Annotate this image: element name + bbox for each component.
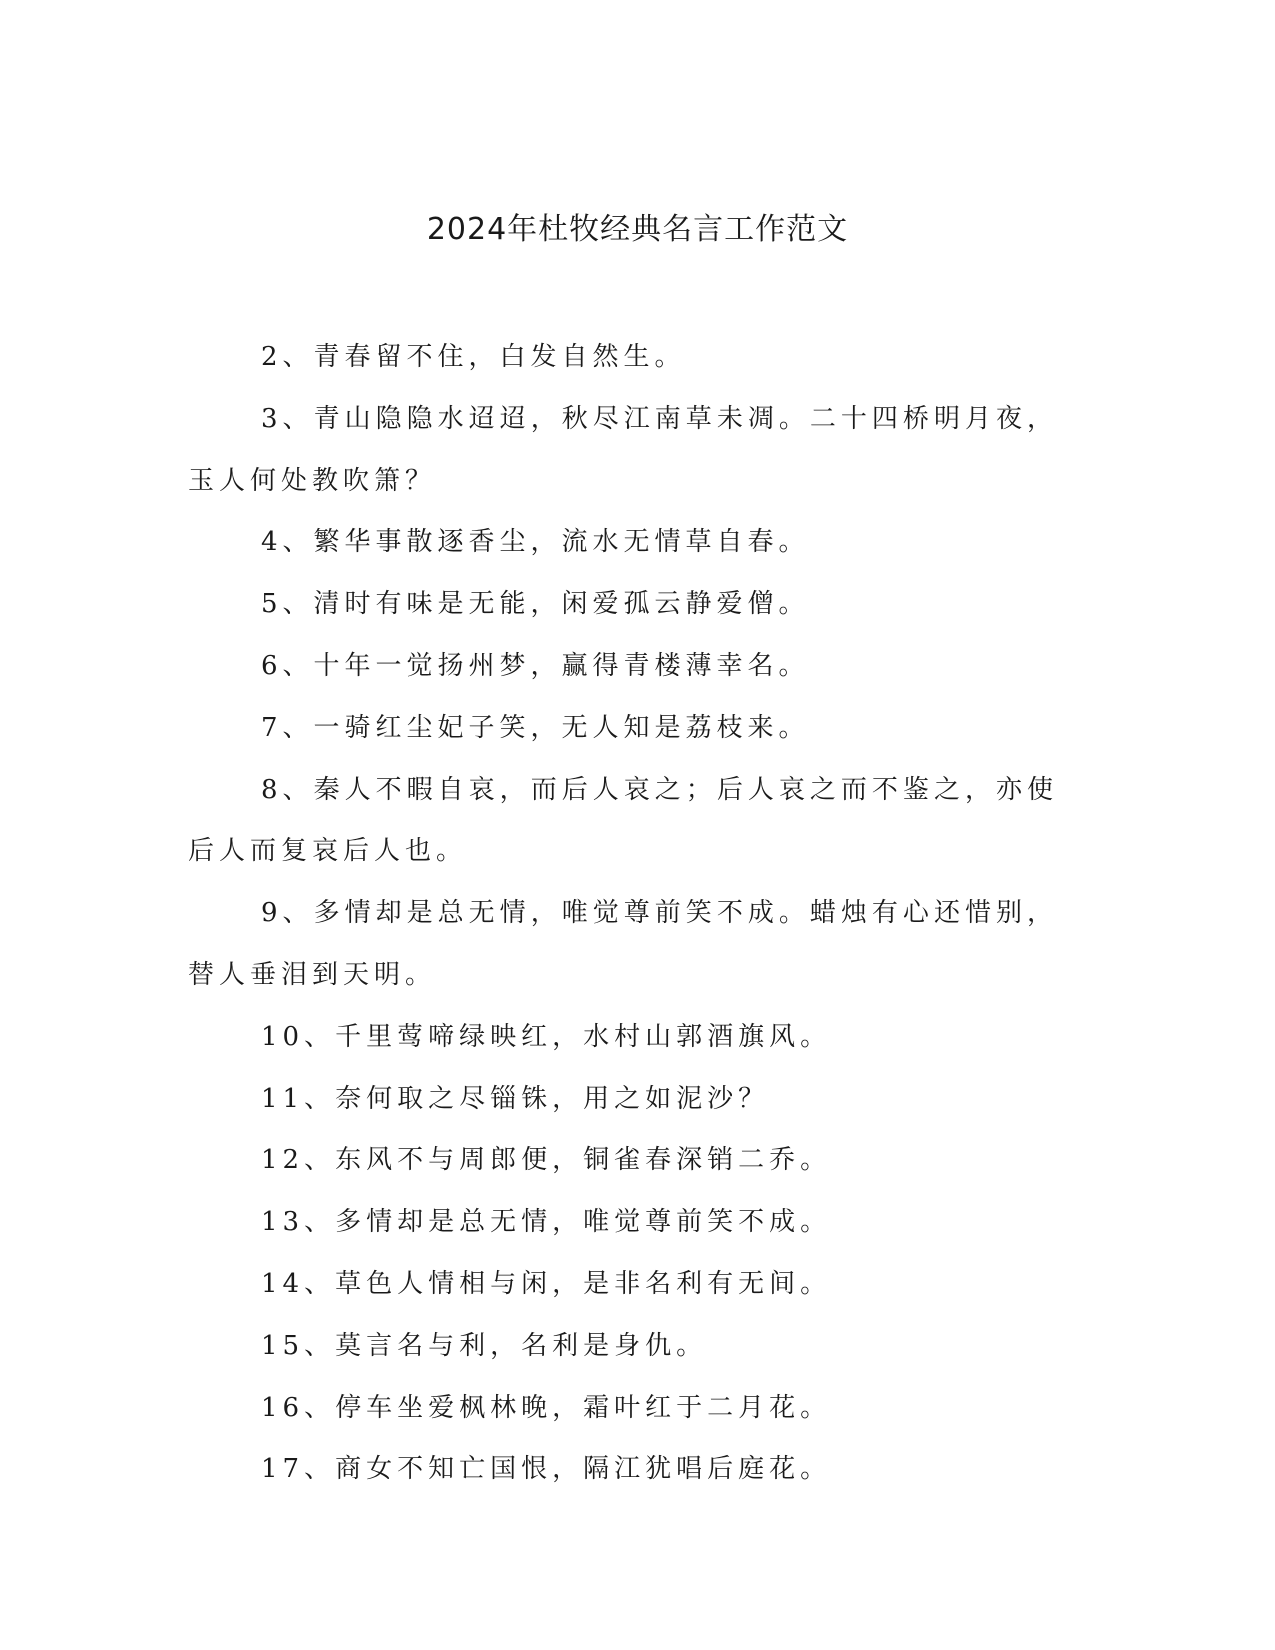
document-title: 2024年杜牧经典名言工作范文 xyxy=(426,212,849,247)
quote-paragraph: 11、奈何取之尽锱铢，用之如泥沙？ xyxy=(261,1083,770,1114)
quote-paragraph: 8、秦人不暇自哀，而后人哀之；后人哀之而不鉴之，亦使后人而复哀后人也。 xyxy=(188,774,1058,867)
quote-paragraph: 13、多情却是总无情，唯觉尊前笑不成。 xyxy=(261,1207,832,1238)
quote-paragraph: 4、繁华事散逐香尘，流水无情草自春。 xyxy=(261,527,810,558)
quote-paragraph: 12、东风不与周郎便，铜雀春深销二乔。 xyxy=(261,1145,832,1176)
quote-paragraph: 7、一骑红尘妃子笑，无人知是荔枝来。 xyxy=(261,712,810,743)
quote-paragraph: 10、千里莺啼绿映红，水村山郭酒旗风。 xyxy=(261,1021,832,1052)
quote-paragraph: 17、商女不知亡国恨，隔江犹唱后庭花。 xyxy=(261,1454,832,1485)
quote-paragraph: 5、清时有味是无能，闲爱孤云静爱僧。 xyxy=(261,589,810,620)
quote-paragraph: 9、多情却是总无情，唯觉尊前笑不成。蜡烛有心还惜别，替人垂泪到天明。 xyxy=(188,898,1058,990)
quote-paragraph: 3、青山隐隐水迢迢，秋尽江南草未凋。二十四桥明月夜，玉人何处教吹箫？ xyxy=(188,403,1058,496)
quote-paragraph: 14、草色人情相与闲，是非名利有无间。 xyxy=(261,1268,832,1299)
quote-paragraph: 2、青春留不住，白发自然生。 xyxy=(261,342,686,372)
document-body xyxy=(188,327,1058,1501)
quote-paragraph: 16、停车坐爱枫林晚，霜叶红于二月花。 xyxy=(261,1392,832,1423)
quote-paragraph: 15、莫言名与利，名利是身仇。 xyxy=(261,1330,708,1361)
quote-paragraph: 6、十年一觉扬州梦，赢得青楼薄幸名。 xyxy=(261,650,810,681)
